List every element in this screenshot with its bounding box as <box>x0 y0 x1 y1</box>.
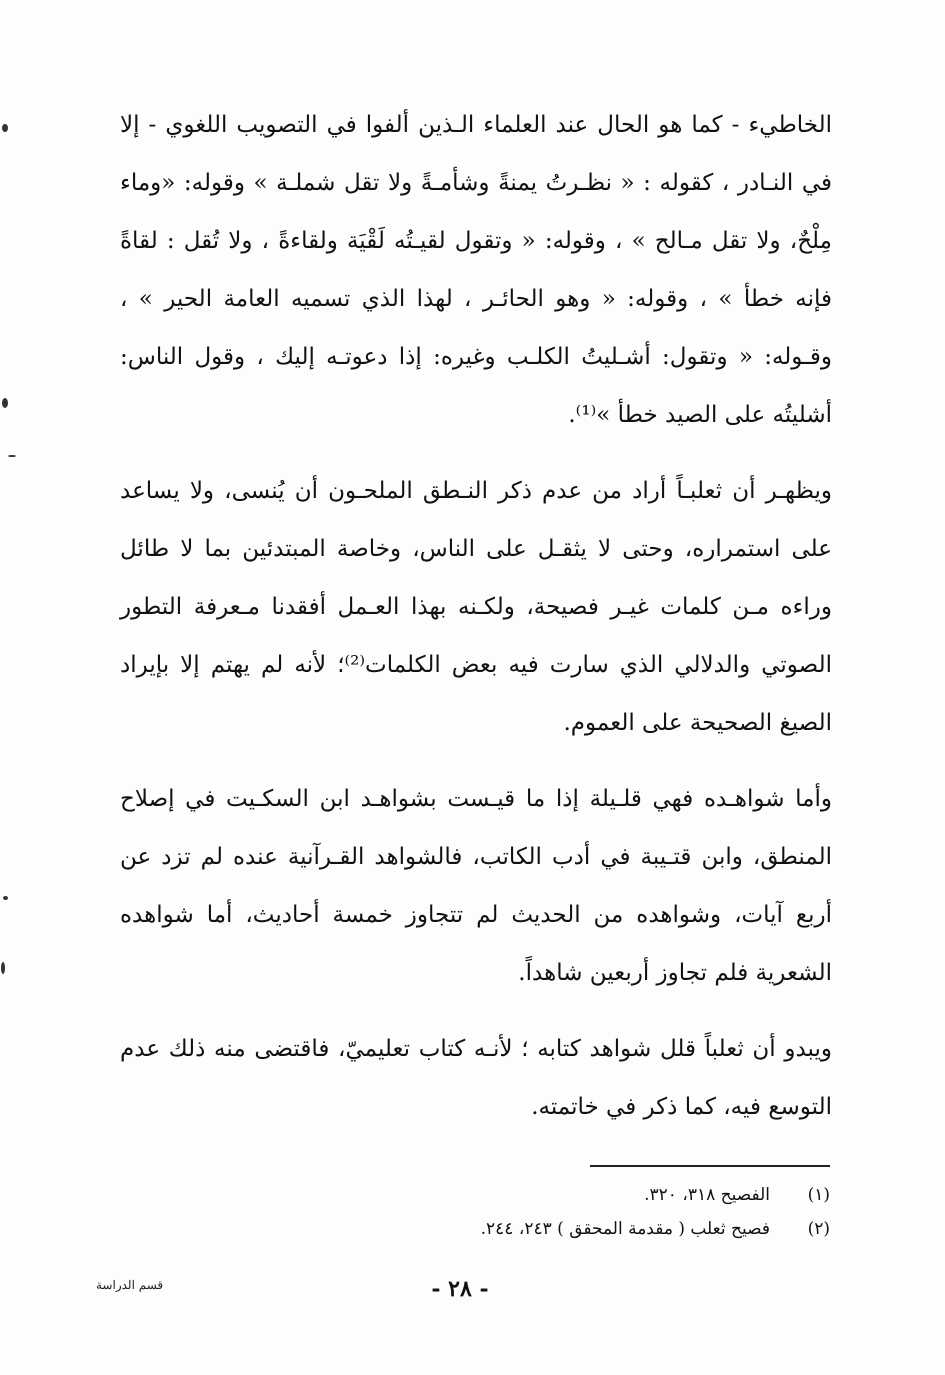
paragraph-1: الخاطيء - كما هو الحال عند العلماء الـذين ألفوا في التصويب اللغوي - إلا في النـادر ، كقوله : « نظـرتُ يمنةً وشأمـةً ولا تقل شملـة » وقوله: «وماء مِلْحٌ، ولا تقل مـالح » ، وقوله: « وتقول لقيـتُه لَقْيَة ولقاءةً ، ولا تُقل : لقاةً فإنه خطأ » ، وقوله: « وهو الحائـر ، لهذا الذي تسميه العامة الحير » ، وقـوله: « وتقول: أشـليتُ الكلـب وغيره: إذا دعوتـه إليك ، وقول الناس: أشليتُه على الصيد خطأ »⁽¹⁾. <box>120 112 832 428</box>
footnote-number: (١) <box>807 1185 830 1205</box>
page-number: - ٢٨ - <box>431 1276 489 1302</box>
footnote-divider <box>590 1165 830 1167</box>
section-label: قسم الدراسة <box>96 1278 164 1292</box>
paragraph-4: ويبدو أن ثعلباً قلل شواهد كتابه ؛ لأنـه كتاب تعليميّ، فاقتضى منه ذلك عدم التوسع فيه، كما ذكر في خاتمته. <box>120 1036 832 1120</box>
paragraph-3: وأما شواهـده فهي قلـيلة إذا ما قيـست بشواهـد ابن السكـيت في إصلاح المنطق، وابن قتـيبة في أدب الكاتب، فالشواهد القـرآنية عنده لم تزد عن أربع آيات، وشواهده من الحديث لم تتجاوز خمسة أحاديث، أما شواهده الشعرية فلم تجاوز أربعين شاهداً. <box>120 786 832 986</box>
scan-speck <box>8 455 16 457</box>
scan-speck <box>3 896 8 900</box>
footnote-1 <box>300 1178 830 1212</box>
footnote-text: فصيح ثعلب ( مقدمة المحقق ) ٢٤٣، ٢٤٤. <box>480 1219 770 1239</box>
scan-speck <box>1 962 5 974</box>
footnote-number: (٢) <box>807 1219 830 1239</box>
body-text <box>120 96 832 1136</box>
paragraph-2: ويظهـر أن ثعلبـاً أراد من عدم ذكر النـطق الملحـون أن يُنسى، ولا يساعد على استمراره، وحتى لا يثقـل على الناس، وخاصة المبتدئين بما لا طائل وراءه مـن كلمات غيـر فصيحة، ولكـنه بهذا العـمل أفقدنا مـعرفة التطور الصوتي والدلالي الذي سارت فيه بعض الكلمات⁽²⁾؛ لأنه لم يهتم إلا بإيراد الصيغ الصحيحة على العموم. <box>120 478 832 736</box>
footnote-text: الفصيح ٣١٨، ٣٢٠. <box>644 1185 770 1205</box>
scan-speck <box>2 124 8 132</box>
footnotes <box>300 1178 830 1246</box>
scan-speck <box>2 398 8 408</box>
footnote-2 <box>300 1212 830 1246</box>
